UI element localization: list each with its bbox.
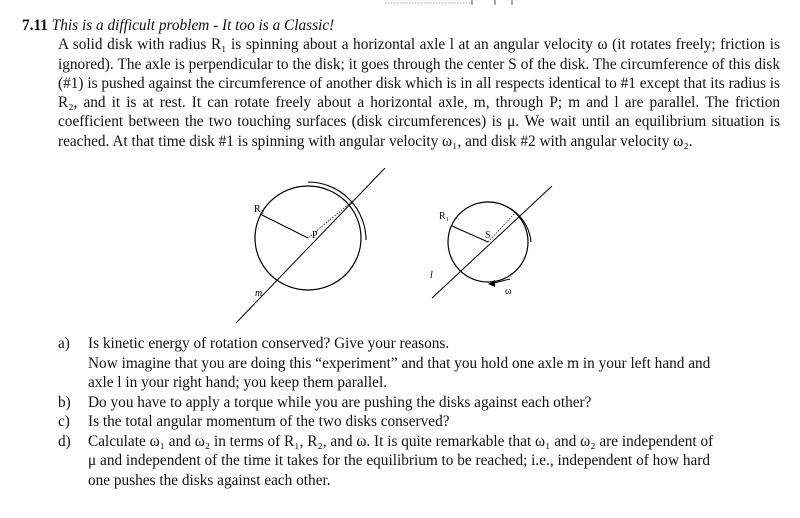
label-omega: ω bbox=[505, 286, 512, 297]
disk-1-back-rim bbox=[484, 202, 531, 242]
two-disk-diagram bbox=[200, 168, 580, 330]
page-top-edge bbox=[0, 0, 800, 8]
two-disk-figure bbox=[200, 168, 580, 330]
question-text: Is kinetic energy of rotation conserved? Give your reasons. bbox=[88, 335, 450, 352]
question-text: Do you have to apply a torque while you are pushing the disks against each other? bbox=[88, 393, 592, 411]
question-label: c) bbox=[58, 413, 70, 430]
label-r2: R₂ bbox=[254, 204, 265, 215]
disk-2 bbox=[236, 168, 385, 323]
question-text: Is the total angular momentum of the two disks conserved? bbox=[88, 413, 450, 430]
question-list bbox=[58, 334, 725, 490]
problem-number: 7.11 bbox=[22, 17, 48, 34]
omega-arrowhead bbox=[488, 280, 495, 287]
question-label: b) bbox=[58, 393, 71, 411]
label-m: m bbox=[255, 288, 263, 299]
question-a bbox=[58, 334, 725, 393]
problem-title: This is a difficult problem - It too is a Classic! bbox=[51, 17, 335, 34]
label-s: S bbox=[485, 230, 491, 241]
disk-1 bbox=[430, 186, 552, 298]
radius-r2-line bbox=[260, 214, 308, 238]
question-c bbox=[58, 412, 725, 432]
question-label: d) bbox=[58, 432, 71, 450]
question-d bbox=[58, 432, 725, 491]
problem-block bbox=[22, 16, 780, 151]
disk-1-thickness-dotted bbox=[488, 212, 516, 242]
problem-statement: A solid disk with radius R₁ is spinning about a horizontal axle l at an angular velocity ω (it rotates freely; friction is ignored). The axle is perpendicular to the disk; it goes through the center S of the disk. The circumference of this disk (#1) is pushed against the circumference of another disk which is in all respects identical to #1 except that its radius is R₂, and it is at rest. It can rotate freely about a horizontal axle, m, through P; m and l are parallel. The friction coefficient between the two touching surfaces (disk circumferences) is μ. We wait until an equilibrium situation is reached. At that time disk #1 is spinning with angular velocity ω₁, and disk #2 with angular velocity ω₂. bbox=[58, 36, 780, 150]
question-label: a) bbox=[58, 335, 70, 352]
axle-m bbox=[236, 168, 385, 323]
radius-r1-line bbox=[452, 226, 488, 242]
label-r1: R₁ bbox=[439, 211, 450, 222]
problem-heading bbox=[22, 16, 780, 35]
question-a-context: Now imagine that you are doing this “experiment” and that you hold one axle m in your left hand and axle l in your right hand; you keep them parallel. bbox=[88, 354, 711, 391]
question-b bbox=[58, 393, 725, 413]
question-text: Calculate ω₁ and ω₂ in terms of R₁, R₂, and ω. It is quite remarkable that ω₁ and ω₂ are independent of μ and independent of the time it takes for the equilibrium to be reached; i.e., independent of how hard one pushes the disks against each other. bbox=[88, 432, 714, 489]
label-p: P bbox=[312, 230, 318, 241]
label-l: l bbox=[430, 270, 433, 281]
